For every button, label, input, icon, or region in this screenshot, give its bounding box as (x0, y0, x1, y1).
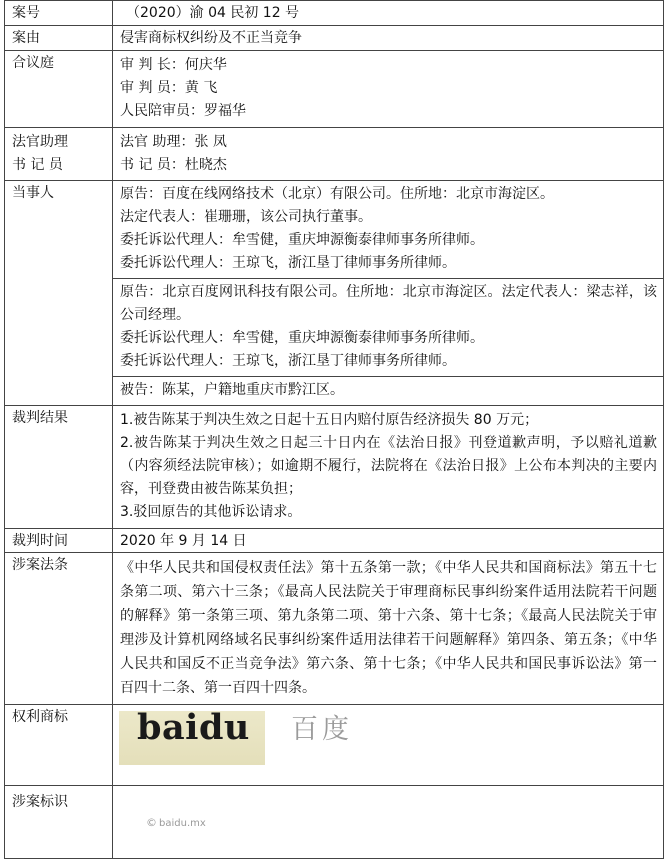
logo-wordmark: baidu (137, 707, 250, 748)
baidu-logo (119, 707, 265, 765)
laws-text: 《中华人民共和国侵权责任法》第十五条第一款；《中华人民共和国商标法》第五十七条第二项、第六十三条；《最高人民法院关于审理商标民事纠纷案件适用法院若干问题的解释》第一条第三项、第九条第二项、第十六条、第十七条；《最高人民法院关于审理涉及计算机网络域名民事纠纷案件适用法律若干问题解释》第四条、第五条；《中华人民共和国反不正当竞争法》第六条、第十七条；《中华人民共和国民事诉讼法》第一百四十二条、第一百四十四条。 (120, 560, 657, 696)
presiding-judge: 审 判 长：何庆华 (120, 57, 227, 73)
row-date (5, 529, 664, 553)
case-number-text: （2020）渝 04 民初 12 号 (126, 5, 300, 21)
parties-value (113, 181, 664, 406)
case-number-label: 案号 (5, 1, 113, 26)
clerks-label (5, 128, 113, 181)
defendant (113, 377, 663, 405)
party-line: 委托诉讼代理人：王琼飞，浙江垦丁律师事务所律师。 (120, 255, 456, 271)
plaintiff-two (113, 279, 663, 377)
assistant-label: 法官助理 (12, 134, 68, 150)
watermark-text: baidu.mx (159, 818, 206, 829)
laws-label: 涉案法条 (5, 553, 113, 705)
plaintiff-one (113, 181, 663, 279)
date-value: 2020 年 9 月 14 日 (113, 529, 664, 553)
row-case-number (5, 1, 664, 26)
party-line: 委托诉讼代理人：王琼飞，浙江垦丁律师事务所律师。 (120, 353, 456, 369)
row-trademark (5, 705, 664, 786)
clerk-label: 书 记 员 (12, 157, 63, 173)
trademark-image (113, 705, 663, 785)
identifier-image (113, 786, 663, 858)
judge-assistant: 法官 助理：张 凤 (120, 134, 227, 150)
party-line: 被告：陈某，户籍地重庆市黔江区。 (120, 382, 344, 398)
judgment-item-3: 3.驳回原告的其他诉讼请求。 (120, 504, 302, 520)
panel-members (113, 51, 664, 128)
party-line: 原告：百度在线网络技术（北京）有限公司。住所地：北京市海淀区。 (120, 186, 554, 202)
trademark-label: 权利商标 (5, 705, 113, 786)
cause-label: 案由 (5, 26, 113, 51)
date-label: 裁判时间 (5, 529, 113, 553)
row-parties (5, 181, 664, 406)
judgment-label: 裁判结果 (5, 406, 113, 529)
cause-value: 侵害商标权纠纷及不正当竞争 (113, 26, 664, 51)
row-judgment (5, 406, 664, 529)
identifier-label: 涉案标识 (5, 786, 113, 859)
row-identifier (5, 786, 664, 859)
clerks-members (113, 128, 664, 181)
trademark-value (113, 705, 664, 786)
case-number-value (113, 1, 664, 26)
judgment-value (113, 406, 664, 529)
party-line: 委托诉讼代理人：牟雪健，重庆坤源衡泰律师事务所律师。 (120, 232, 484, 248)
people-assessor: 人民陪审员：罗福华 (120, 103, 246, 119)
panel-label: 合议庭 (5, 51, 113, 128)
party-line: 委托诉讼代理人：牟雪健，重庆坤源衡泰律师事务所律师。 (120, 330, 484, 346)
case-summary-sheet (4, 0, 663, 855)
row-laws (5, 553, 664, 705)
row-cause (5, 26, 664, 51)
copyright-icon: © (146, 816, 157, 829)
judge: 审 判 员：黄 飞 (120, 80, 218, 96)
row-panel (5, 51, 664, 128)
judgment-item-1: 1.被告陈某于判决生效之日起十五日内赔付原告经济损失 80 万元； (120, 412, 539, 428)
party-line: 法定代表人：崔珊珊，该公司执行董事。 (120, 209, 372, 225)
judgment-item-2: 2.被告陈某于判决生效之日起三十日内在《法治日报》刊登道歉声明，予以赔礼道歉（内容须经法院审核）；如逾期不履行，法院将在《法治日报》上公布本判决的主要内容，刊登费由被告陈某负担； (120, 435, 657, 497)
case-summary-table (4, 0, 664, 859)
logo-chinese-mark: 百度 (291, 714, 353, 745)
court-clerk: 书 记 员：杜晓杰 (120, 157, 227, 173)
party-line: 原告：北京百度网讯科技有限公司。住所地：北京市海淀区。法定代表人：梁志祥，该公司经理。 (120, 284, 657, 323)
laws-value (113, 553, 664, 705)
identifier-value (113, 786, 664, 859)
watermark (146, 812, 206, 834)
parties-label: 当事人 (5, 181, 113, 406)
row-clerks (5, 128, 664, 181)
